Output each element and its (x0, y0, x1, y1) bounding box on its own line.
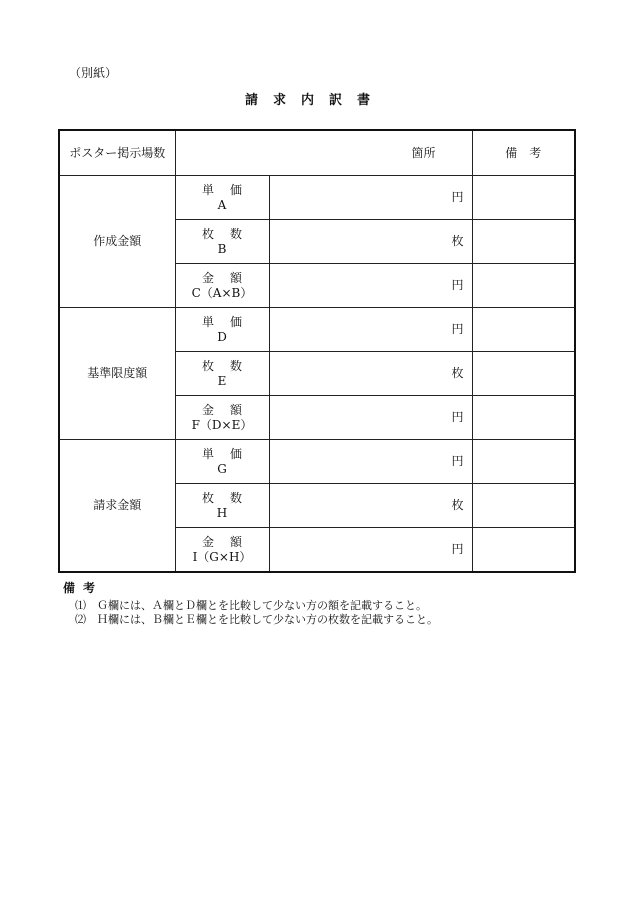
sites-unit: 箇所 (411, 145, 436, 160)
item-label: 金額 F（D×E） (175, 396, 269, 440)
remarks-header: 備考 (472, 130, 575, 176)
value-field[interactable] (269, 220, 472, 264)
unit-label: 円 (451, 190, 464, 204)
unit-label: 円 (451, 410, 464, 424)
page-title: 請求内訳書 (244, 93, 385, 108)
poster-sites-label: ポスター掲示場数 (59, 130, 175, 176)
remarks-cell[interactable] (472, 440, 575, 484)
section-label: 請求金額 (59, 440, 175, 573)
invoice-breakdown-table (58, 129, 576, 573)
item-label: 単価 D (175, 308, 269, 352)
remarks-cell[interactable] (472, 220, 575, 264)
value-field[interactable] (269, 528, 472, 573)
remarks-cell[interactable] (472, 264, 575, 308)
item-label: 枚数 E (175, 352, 269, 396)
header-row (59, 130, 575, 176)
remarks-cell[interactable] (472, 396, 575, 440)
unit-label: 円 (451, 278, 464, 292)
table-row (59, 440, 575, 484)
unit-label: 円 (451, 322, 464, 336)
unit-label: 円 (451, 542, 464, 556)
item-label: 金額 C（A×B） (175, 264, 269, 308)
value-field[interactable] (269, 396, 472, 440)
remarks-cell[interactable] (472, 352, 575, 396)
unit-label: 枚 (451, 234, 464, 248)
section-label: 作成金額 (59, 176, 175, 308)
section-label: 基準限度額 (59, 308, 175, 440)
note-item: ⑵ Ｈ欄には、Ｂ欄とＥ欄とを比較して少ない方の枚数を記載すること。 (75, 613, 438, 626)
item-label: 単価 A (175, 176, 269, 220)
item-label: 単価 G (175, 440, 269, 484)
item-label: 金額 I（G×H） (175, 528, 269, 573)
remarks-cell[interactable] (472, 528, 575, 573)
value-field[interactable] (269, 352, 472, 396)
value-field[interactable] (269, 176, 472, 220)
remarks-cell[interactable] (472, 176, 575, 220)
poster-sites-count-field[interactable] (175, 130, 472, 176)
remarks-cell[interactable] (472, 308, 575, 352)
remarks-cell[interactable] (472, 484, 575, 528)
value-field[interactable] (269, 484, 472, 528)
unit-label: 枚 (451, 366, 464, 380)
notes-heading: 備考 (63, 581, 104, 595)
table-row (59, 176, 575, 220)
table-row (59, 308, 575, 352)
unit-label: 円 (451, 454, 464, 468)
item-label: 枚数 H (175, 484, 269, 528)
annex-label: （別紙） (69, 66, 118, 80)
unit-label: 枚 (451, 498, 464, 512)
value-field[interactable] (269, 440, 472, 484)
note-item: ⑴ Ｇ欄には、Ａ欄とＤ欄とを比較して少ない方の額を記載すること。 (75, 599, 427, 612)
value-field[interactable] (269, 308, 472, 352)
item-label: 枚数 B (175, 220, 269, 264)
value-field[interactable] (269, 264, 472, 308)
